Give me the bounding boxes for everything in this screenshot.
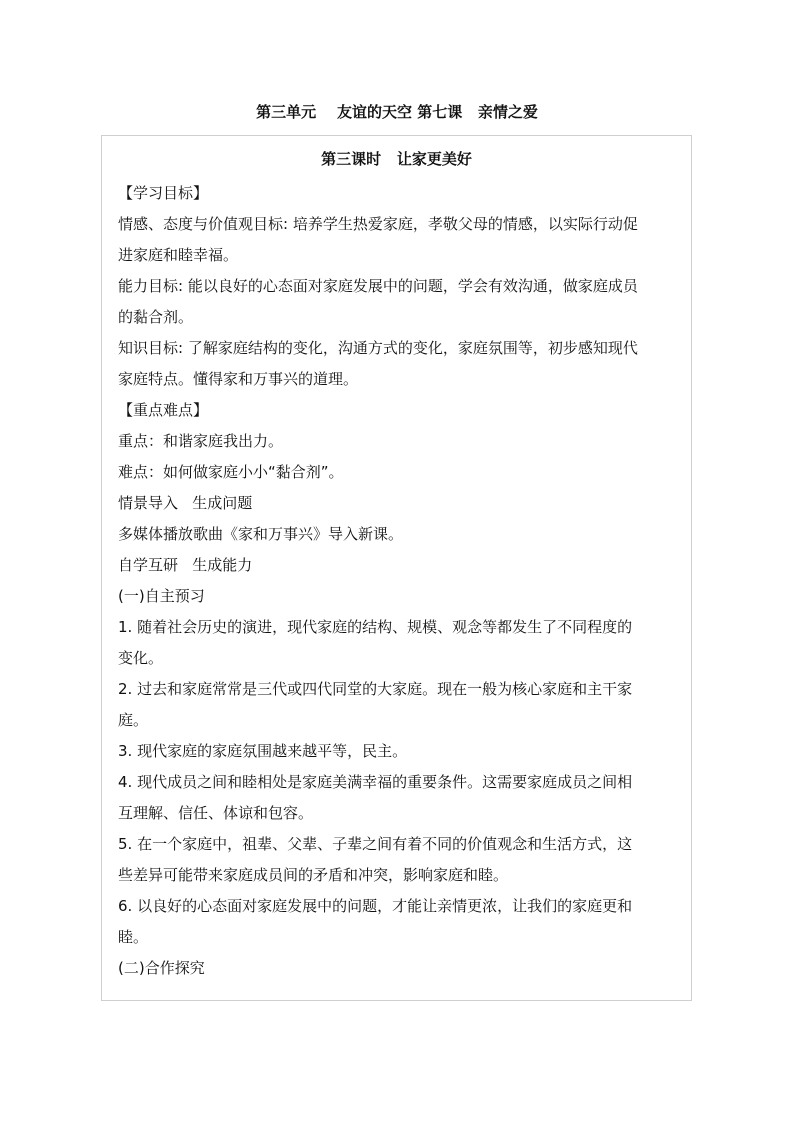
text-line: 互理解、信任、体谅和包容。 (118, 804, 314, 822)
text-line: 进家庭和睦幸福。 (118, 246, 239, 264)
text-line: 5. 在一个家庭中，祖辈、父辈、子辈之间有着不同的价值观念和生活方式，这 (118, 835, 633, 853)
text-line: 4. 现代成员之间和睦相处是家庭美满幸福的重要条件。这需要家庭成员之间相 (118, 773, 633, 791)
text-line: 情感、态度与价值观目标: 培养学生热爱家庭，孝敬父母的情感，以实际行动促 (118, 215, 638, 233)
text-line: 庭。 (118, 711, 149, 729)
section-heading-intro: 情景导入 生成问题 (118, 494, 253, 512)
text-line: 1. 随着社会历史的演进，现代家庭的结构、规模、观念等都发生了不同程度的 (118, 618, 633, 636)
text-line: 难点：如何做家庭小小“黏合剂”。 (118, 463, 344, 481)
lesson-title: 第三课时 让家更美好 (321, 150, 472, 168)
lesson-content (118, 178, 678, 984)
text-line: 3. 现代家庭的家庭氛围越来越平等，民主。 (118, 742, 408, 760)
text-line: 睦。 (118, 928, 149, 946)
section-heading-key-points: 【重点难点】 (118, 401, 209, 419)
text-line: 2. 过去和家庭常常是三代或四代同堂的大家庭。现在一般为核心家庭和主干家 (118, 680, 633, 698)
text-line: 的黏合剂。 (118, 308, 194, 326)
subsection-heading-preview: (一)自主预习 (118, 587, 205, 605)
text-line: 家庭特点。懂得家和万事兴的道理。 (118, 370, 359, 388)
subsection-heading-cooperation: (二)合作探究 (118, 959, 205, 977)
document-title: 第三单元 友谊的天空 第七课 亲情之爱 (256, 103, 538, 121)
text-line: 能力目标: 能以良好的心态面对家庭发展中的问题，学会有效沟通，做家庭成员 (118, 277, 638, 295)
text-line: 重点：和谐家庭我出力。 (118, 432, 284, 450)
section-heading-self-study: 自学互研 生成能力 (118, 556, 253, 574)
section-heading-objectives: 【学习目标】 (118, 184, 209, 202)
text-line: 变化。 (118, 649, 164, 667)
text-line: 多媒体播放歌曲《家和万事兴》导入新课。 (118, 525, 404, 543)
text-line: 些差异可能带来家庭成员间的矛盾和冲突，影响家庭和睦。 (118, 866, 509, 884)
text-line: 6. 以良好的心态面对家庭发展中的问题，才能让亲情更浓，让我们的家庭更和 (118, 897, 633, 915)
text-line: 知识目标: 了解家庭结构的变化，沟通方式的变化，家庭氛围等，初步感知现代 (118, 339, 638, 357)
